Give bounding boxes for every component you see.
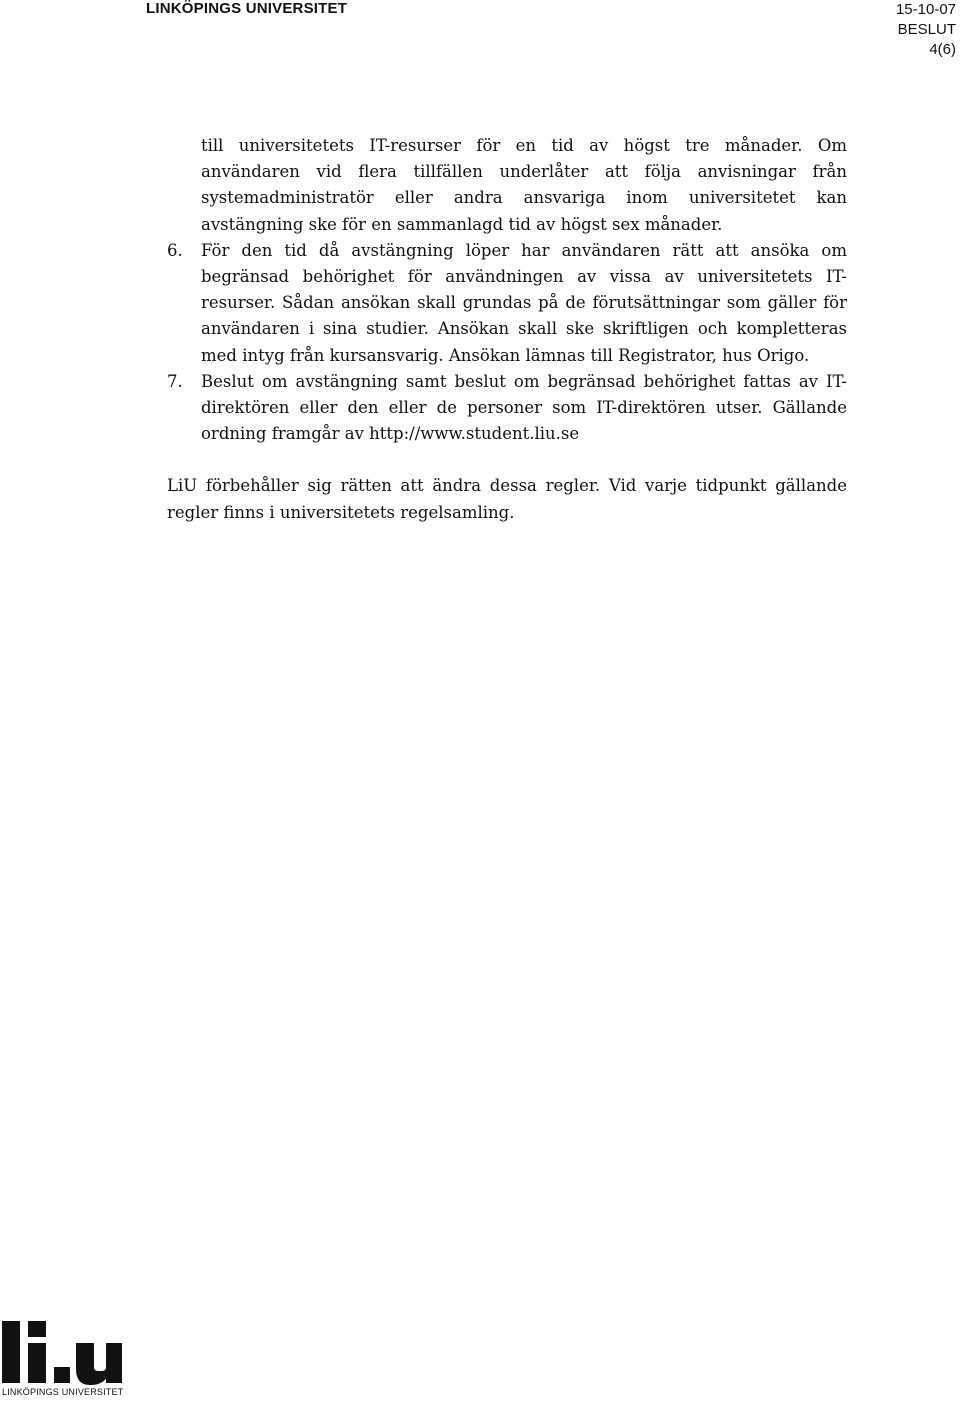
header-date: 15-10-07 [895,1,956,18]
header-meta [896,0,956,60]
list-item-text: För den tid då avstängning löper har användaren rätt att ansöka om begränsad behörighet för användningen av vissa av universitetets IT-resurser. Sådan ansökan skall grundas på de förutsättningar som gäller för användaren i sina studier. Ansökan skall ske skriftligen och kompletteras med intyg från kursansvarig. Ansökan lämnas till Registrator, hus Origo. [201,240,847,365]
header-page-number: 4(6) [929,41,956,58]
list-item-number: 6. [167,240,183,260]
header-doc-type: BESLUT [897,21,956,38]
list-item-text: Beslut om avstängning samt beslut om begränsad behörighet fattas av IT-direktören eller den eller de personer som IT-direktören utser. Gällande ordning framgår av http://www.student.liu.se [201,371,847,444]
list-item-number: 7. [167,371,183,391]
logo-caption: LINKÖPINGS UNIVERSITET [2,1387,124,1397]
list-item-6 [167,238,847,369]
header-institution: LINKÖPINGS UNIVERSITET [146,0,348,17]
item-continuation: till universitetets IT-resurser för en tid av högst tre månader. Om användaren vid flera tillfällen underlåter att följa anvisningar från systemadministratör eller andra ansvariga inom universitetet kan avstängning ske för en sammanlagd tid av högst sex månader. [201,136,847,234]
closing-paragraph: LiU förbehåller sig rätten att ändra dessa regler. Vid varje tidpunkt gällande regler finns i universitetets regelsamling. [167,476,847,522]
document-body [167,133,847,526]
list-item-7 [167,369,847,448]
liu-logo-mark-icon [2,1321,122,1385]
